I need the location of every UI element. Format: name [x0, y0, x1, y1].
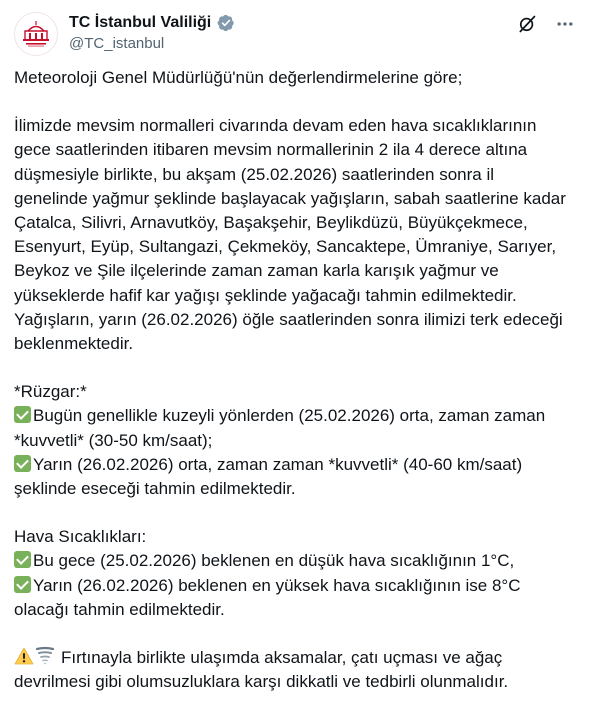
more-horizontal-icon: [555, 14, 575, 34]
warning-line-1-text: Fırtınayla birlikte ulaşımda aksamalar, çatı uçması ve ağaç: [61, 648, 503, 668]
main-line: Esenyurt, Eyüp, Sultangazi, Çekmeköy, Sancaktepe, Ümraniye, Sarıyer,: [14, 237, 557, 257]
main-line: İlimizde mevsim normalleri civarında devam eden hava sıcaklıklarının: [14, 116, 537, 136]
wind-item-1-cont: *kuvvetli* (30-50 km/saat);: [14, 430, 213, 450]
grok-icon: [517, 14, 537, 34]
main-line: gece saatlerinden itibaren mevsim normallerinin 2 ila 4 derece altına: [14, 140, 528, 160]
intro-paragraph: [14, 66, 579, 90]
temperature-title: Hava Sıcaklıkları:: [14, 527, 147, 547]
wind-section: [14, 380, 579, 501]
intro-line: Meteoroloji Genel Müdürlüğü'nün değerlendirmelerine göre;: [14, 68, 463, 87]
check-mark-icon: [14, 455, 31, 472]
check-mark-icon: [14, 406, 31, 423]
main-line: Beykoz ve Şile ilçelerinde zaman zaman karla karışık yağmur ve: [14, 261, 499, 281]
main-line: Çatalca, Silivri, Arnavutköy, Başakşehir, Beylikdüzü, Büyükçekmece,: [14, 213, 528, 233]
main-line: beklenmektedir.: [14, 334, 134, 354]
tornado-icon: [35, 646, 55, 666]
warning-line-2: devrilmesi gibi olumsuzluklara karşı dikkatli ve tedbirli olunmalıdır.: [14, 672, 509, 692]
post-header: [14, 10, 577, 58]
main-line: genelinde yağmur şeklinde başlayacak yağışların, sabah saatlerine kadar: [14, 188, 566, 208]
more-button[interactable]: [553, 12, 577, 36]
warning-line-1: [14, 646, 579, 670]
wind-item-2-cont: şeklinde eseceği tahmin edilmektedir.: [14, 479, 296, 499]
verified-badge-icon: [217, 14, 235, 32]
temperature-section: [14, 525, 579, 622]
avatar[interactable]: [14, 12, 58, 56]
warning-icon: [14, 647, 34, 665]
warning-section: [14, 646, 579, 694]
temperature-item-2-cont: olacağı tahmin edilmektedir.: [14, 599, 225, 619]
grok-button[interactable]: [515, 12, 539, 36]
istanbul-valiligi-logo-icon: [19, 17, 53, 51]
wind-item-1: [14, 404, 579, 428]
wind-item-2-text: Yarın (26.02.2026) orta, zaman zaman *kuvvetli* (40-60 km/saat): [33, 454, 523, 474]
wind-title: *Rüzgar:*: [14, 382, 87, 402]
main-paragraph: [14, 114, 579, 356]
temperature-item-1-text: Bu gece (25.02.2026) beklenen en düşük hava sıcaklığının 1°C,: [33, 551, 515, 571]
author-display-name[interactable]: TC İstanbul Valiliği: [69, 14, 212, 31]
author-handle[interactable]: @TC_istanbul: [69, 35, 165, 52]
wind-item-1-text: Bugün genellikle kuzeyli yönlerden (25.02.2026) orta, zaman zaman: [33, 406, 546, 426]
post-text: [14, 66, 579, 718]
temperature-item-2: [14, 574, 579, 598]
check-mark-icon: [14, 576, 31, 593]
temperature-item-1: [14, 549, 579, 573]
post-actions: [515, 12, 577, 36]
wind-item-2: [14, 453, 579, 477]
main-line: düşmesiyle birlikte, bu akşam (25.02.2026) saatlerinden sonra il: [14, 164, 495, 184]
main-line: yükseklerde hafif kar yağışı şeklinde yağacağı tahmin edilmektedir.: [14, 285, 517, 305]
check-mark-icon: [14, 551, 31, 568]
main-line: Yağışların, yarın (26.02.2026) öğle saatlerinden sonra ilimizi terk edeceği: [14, 309, 563, 329]
temperature-item-2-text: Yarın (26.02.2026) beklenen en yüksek hava sıcaklığının ise 8°C: [33, 575, 521, 595]
